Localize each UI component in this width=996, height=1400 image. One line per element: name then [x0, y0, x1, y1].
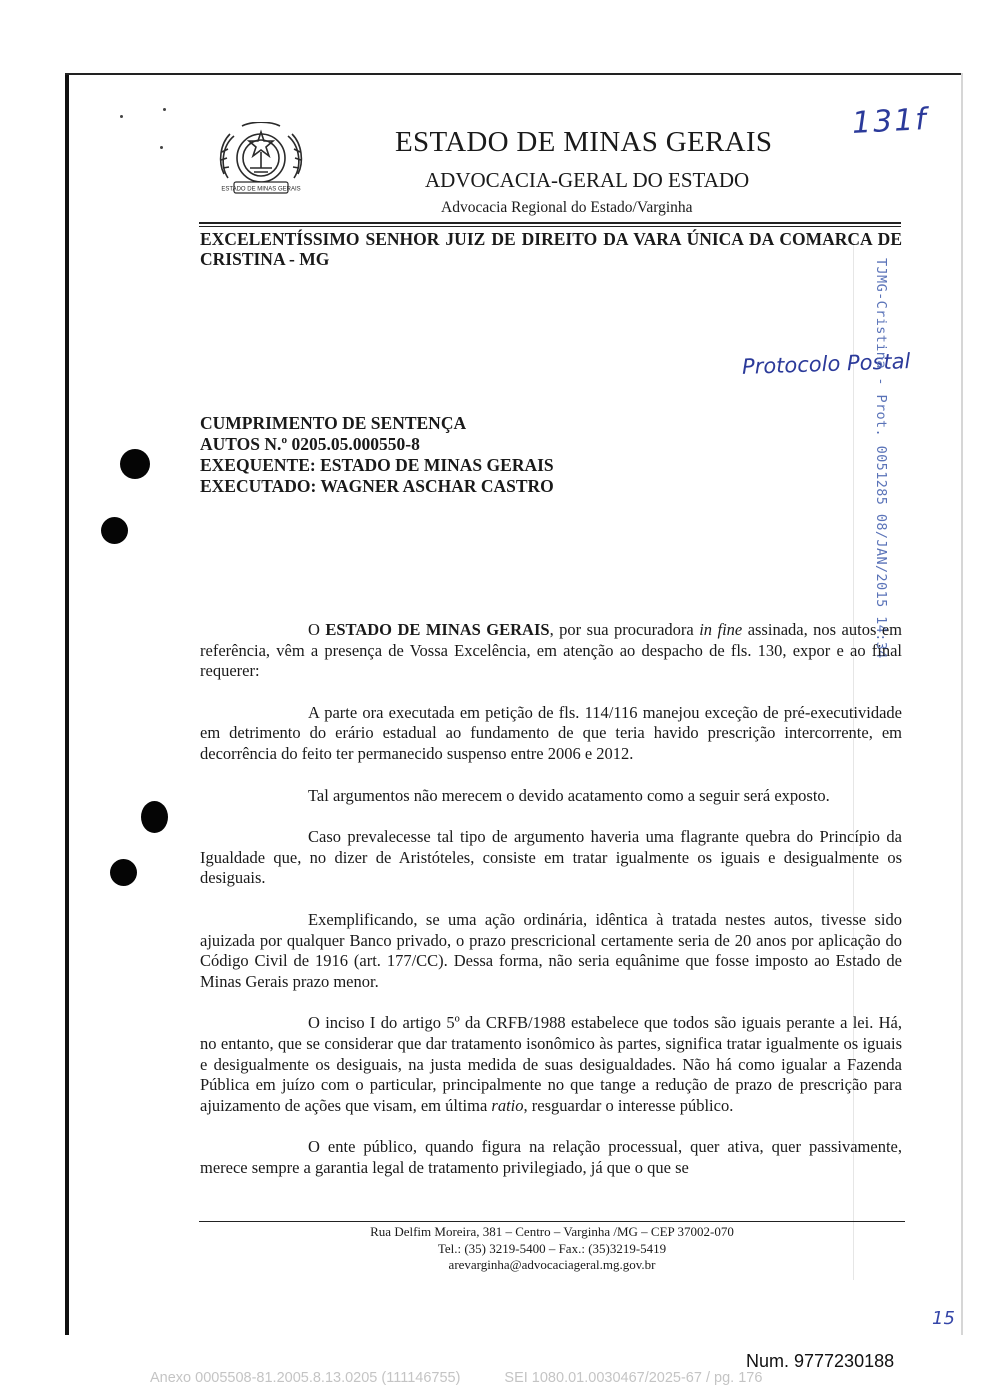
agency-title: ADVOCACIA-GERAL DO ESTADO [425, 168, 750, 192]
paragraph-5: Exemplificando, se uma ação ordinária, idêntica à tratada nestes autos, tivesse sido ajuizada por qualquer Banco privado, o prazo prescricional certamente seria de 20 anos por aplicação do Código Civil de 1916 (art. 177/CC). Dessa forma, não seria equânime que fosse imposto ao Estado de Minas Gerais prazo menor. [200, 909, 902, 991]
court-protocol-stamp: TJMG-Cristina - Prot. 0051285 08/JAN/2015 14:34 [873, 258, 889, 659]
header-rule [199, 226, 901, 227]
page-right-edge [961, 73, 963, 1335]
header-rule [199, 222, 901, 224]
page-left-edge [65, 73, 69, 1335]
paragraph-7: O ente público, quando figura na relação processual, quer ativa, quer passivamente, merece sempre a garantia legal de tratamento privilegiado, já que o que se [200, 1137, 902, 1177]
footer [199, 1224, 905, 1274]
case-executado: EXECUTADO: WAGNER ASCHAR CASTRO [200, 476, 554, 496]
svg-text:ESTADO DE MINAS GERAIS: ESTADO DE MINAS GERAIS [221, 186, 301, 193]
addressee: EXCELENTÍSSIMO SENHOR JUIZ DE DIREITO DA VARA ÚNICA DA COMARCA DE CRISTINA - MG [200, 229, 902, 269]
paragraph-intro: O ESTADO DE MINAS GERAIS, por sua procuradora in fine assinada, nos autos em referência, vêm a presença de Vossa Excelência, em atenção ao despacho de fls. 130, expor e ao final requerer: [200, 620, 902, 681]
paragraph-4: Caso prevalecesse tal tipo de argumento haveria uma flagrante quebra do Princípio da Igualdade que, no dizer de Aristóteles, consiste em tratar igualmente os iguais e desigualmente os desiguais. [200, 827, 902, 888]
case-exequente: EXEQUENTE: ESTADO DE MINAS GERAIS [200, 455, 554, 475]
case-number: AUTOS N.º 0205.05.000550-8 [200, 434, 420, 454]
footer-phone: Tel.: (35) 3219-5400 – Fax.: (35)3219-5419 [437, 1240, 667, 1256]
handwritten-corner-mark: 15 [932, 1308, 955, 1329]
petition-body [200, 620, 902, 1178]
document-number: Num. 9777230188 [746, 1351, 895, 1371]
punch-hole [110, 859, 137, 886]
case-info [200, 413, 554, 497]
scan-speck [120, 115, 123, 118]
handwritten-page-number: 131f [851, 102, 929, 141]
scan-speck [160, 146, 163, 149]
coat-of-arms-icon [212, 122, 310, 200]
page-top-edge [65, 73, 963, 75]
punch-hole [120, 449, 150, 479]
paragraph-6: O inciso I do artigo 5º da CRFB/1988 estabelece que todos são iguais perante a lei. Há, no entanto, que se considerar que dar tratamento isonômico às partes, significa tratar igualmente os iguais e desigualmente os desiguais, na justa medida de suas desigualdades. Não há como igualar a Fazenda Pública em juízo com o particular, principalmente no que tange a redução de prazo de prescrição para ajuizamento de ações que visam, em última ratio, resguardar o interesse público. [200, 1013, 902, 1115]
handwritten-protocol-note: Protocolo Postal [741, 349, 911, 379]
punch-hole [101, 517, 128, 544]
regional-office: Advocacia Regional do Estado/Varginha [441, 199, 693, 216]
party-name: ESTADO DE MINAS GERAIS [325, 620, 550, 639]
paragraph-3: Tal argumentos não merecem o devido acatamento como a seguir será exposto. [308, 785, 830, 805]
footer-address: Rua Delfim Moreira, 381 – Centro – Varginha /MG – CEP 37002-070 [370, 1224, 734, 1239]
scan-speck [163, 108, 166, 111]
annex-reference: Anexo 0005508-81.2005.8.13.0205 (111146755) SEI 1080.01.0030467/2025-67 / pg. 176 [150, 1370, 763, 1386]
punch-hole [141, 801, 168, 833]
case-type: CUMPRIMENTO DE SENTENÇA [200, 413, 467, 433]
paragraph-2: A parte ora executada em petição de fls. 114/116 manejou exceção de pré-executividade em detrimento do erário estadual ao fundamento de que teria havido prescrição intercorrente, em decorrência do feito ter permanecido suspenso entre 2006 e 2012. [200, 702, 902, 763]
state-title: ESTADO DE MINAS GERAIS [395, 126, 773, 158]
footer-rule [199, 1221, 905, 1222]
footer-email: arevarginha@advocaciageral.mg.gov.br [448, 1257, 656, 1272]
